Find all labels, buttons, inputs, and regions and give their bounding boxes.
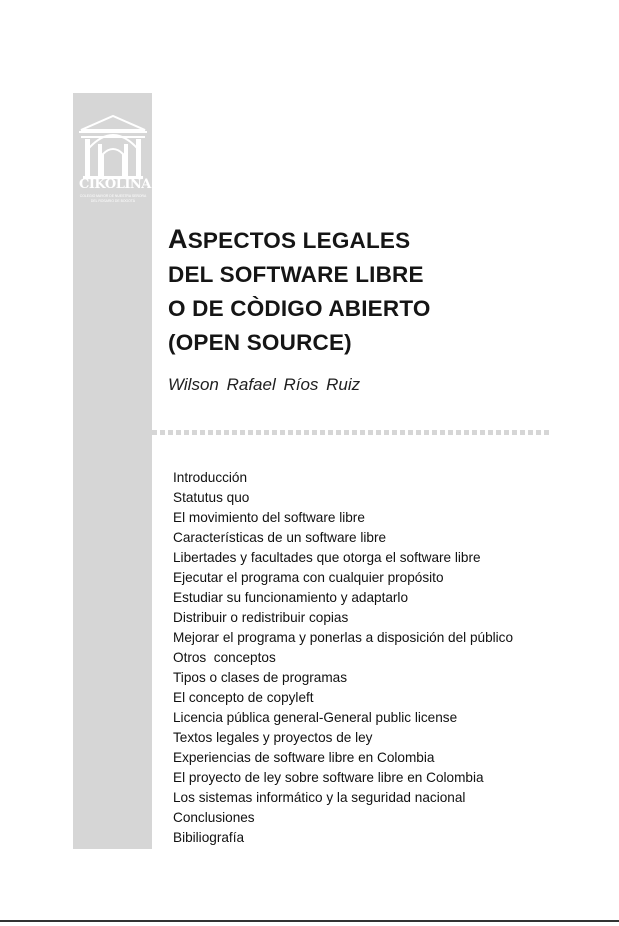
table-of-contents xyxy=(173,468,513,848)
logo-tagline xyxy=(79,194,147,203)
title-drop-cap: A xyxy=(168,224,188,254)
toc-item: Otros conceptos xyxy=(173,650,276,665)
title-line-text: O DE CÒDIGO ABIERTO xyxy=(168,296,431,321)
title-line xyxy=(168,326,588,360)
toc-item: Los sistemas informático y la seguridad nacional xyxy=(173,790,466,805)
toc-item: Licencia pública general-General public license xyxy=(173,710,458,725)
title-line xyxy=(168,222,588,258)
title-line xyxy=(168,258,588,292)
toc-item: Conclusiones xyxy=(173,810,255,825)
logo-tagline-line: COLEGIO MAYOR DE NUESTRA SEÑORA xyxy=(79,194,147,198)
toc-item: El movimiento del software libre xyxy=(173,510,365,525)
toc-item: Bibiliografía xyxy=(173,830,245,845)
toc-item: Ejecutar el programa con cualquier propósito xyxy=(173,570,444,585)
toc-item: El proyecto de ley sobre software libre en Colombia xyxy=(173,770,484,785)
toc-item: El concepto de copyleft xyxy=(173,690,314,705)
toc-item: Distribuir o redistribuir copias xyxy=(173,610,349,625)
title-line xyxy=(168,292,588,326)
logo-tagline-line: DEL ROSARIO DE BOGOTÁ xyxy=(90,198,136,203)
dotted-divider xyxy=(80,430,549,435)
toc-item: Tipos o clases de programas xyxy=(173,670,348,685)
toc-item: Estudiar su funcionamiento y adaptarlo xyxy=(173,590,409,605)
book-title xyxy=(168,222,588,360)
page-bottom-rule xyxy=(0,920,619,922)
toc-item: Textos legales y proyectos de ley xyxy=(173,730,373,745)
toc-item: Experiencias de software libre en Colombia xyxy=(173,750,435,765)
toc-item: Características de un software libre xyxy=(173,530,387,545)
logo-wordmark: CIKOLINA xyxy=(79,177,151,192)
university-building-logo-icon xyxy=(77,108,149,208)
title-line-text: SPECTOS LEGALES xyxy=(187,228,411,253)
toc-item: Statutus quo xyxy=(173,490,250,505)
title-line-text: (OPEN SOURCE) xyxy=(168,330,352,355)
author-name: Wilson Rafael Ríos Ruiz xyxy=(168,375,361,394)
toc-item: Mejorar el programa y ponerlas a disposición del público xyxy=(173,630,514,645)
title-line-text: DEL SOFTWARE LIBRE xyxy=(168,262,424,287)
toc-item: Introducción xyxy=(173,470,248,485)
toc-item: Libertades y facultades que otorga el software libre xyxy=(173,550,481,565)
